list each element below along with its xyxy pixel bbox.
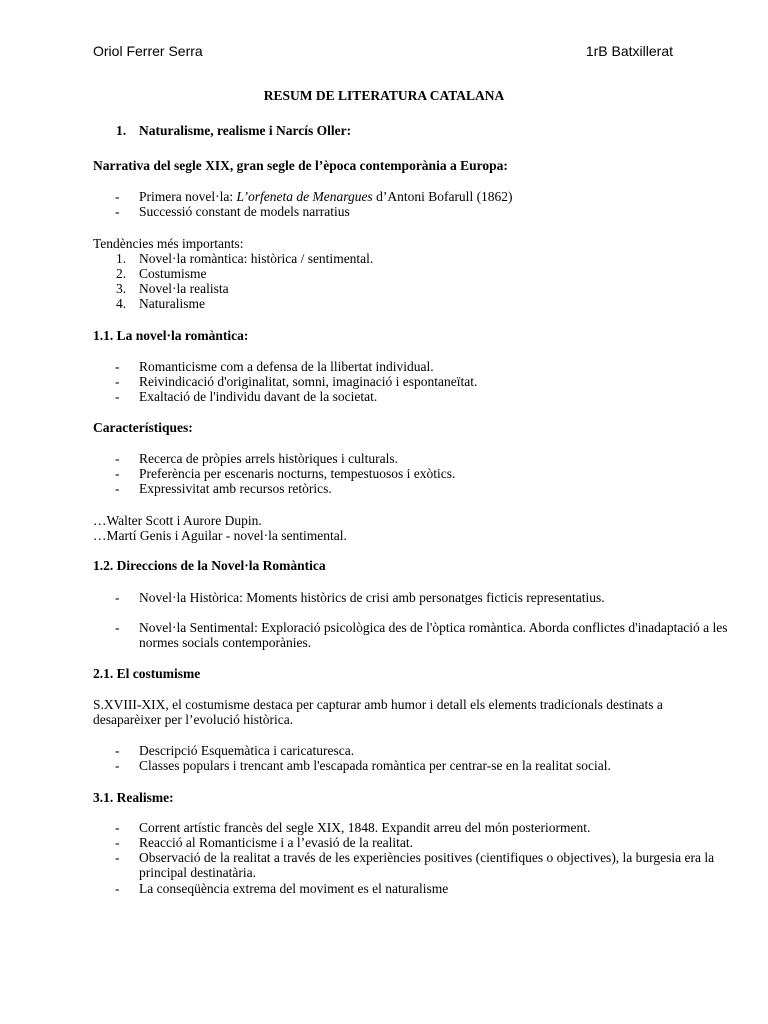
bullet-text: Reacció al Romanticisme i a l’evasió de la realitat.	[139, 835, 414, 850]
bullet-text: Classes populars i trencant amb l'escapada romàntica per centrar-se en la realitat social.	[139, 758, 611, 773]
header-author: Oriol Ferrer Serra	[93, 43, 203, 59]
list-number: 3.	[116, 281, 127, 296]
book-title: L’orfeneta de Menargues	[236, 189, 373, 204]
section-1-1-heading: 1.1. La novel·la romàntica:	[93, 328, 249, 343]
bullet-text: La conseqüència extrema del moviment es el naturalisme	[139, 881, 449, 896]
list-item	[93, 743, 729, 758]
bullet-text-pre: Primera novel·la:	[139, 189, 237, 204]
list-item	[93, 820, 729, 835]
bullet-dash: -	[115, 620, 120, 635]
bullet-text: Expressivitat amb recursos retòrics.	[139, 481, 332, 496]
section-1-title: Naturalisme, realisme i Narcís Oller:	[139, 123, 352, 138]
list-item	[93, 620, 729, 650]
costumisme-paragraph: S.XVIII-XIX, el costumisme destaca per capturar amb humor i detall els elements tradicionals destinats a desaparèixer per l’evolució històrica.	[93, 697, 663, 727]
list-item	[93, 266, 729, 281]
list-item	[93, 374, 729, 389]
list-item	[93, 204, 729, 219]
list-text: Novel·la romàntica: històrica / sentimental.	[139, 251, 374, 266]
bullet-dash: -	[115, 590, 120, 605]
bullet-text-post: d’Antoni Bofarull (1862)	[372, 189, 513, 204]
list-item	[93, 251, 729, 266]
document-title: RESUM DE LITERATURA CATALANA	[263, 88, 505, 103]
list-item	[93, 359, 729, 374]
list-number: 4.	[116, 296, 127, 311]
list-item	[93, 451, 729, 466]
bullet-text: Corrent artístic francès del segle XIX, 1848. Expandit arreu del món posteriorment.	[139, 820, 591, 835]
list-item	[93, 881, 729, 896]
list-item	[93, 189, 729, 204]
bullet-dash: -	[115, 881, 120, 896]
bullet-text: Reivindicació d'originalitat, somni, imaginació i espontaneïtat.	[139, 374, 478, 389]
list-item	[93, 389, 729, 404]
section-1-number: 1.	[116, 123, 127, 138]
bullet-dash: -	[115, 466, 120, 481]
list-text: Naturalisme	[139, 296, 205, 311]
bullet-dash: -	[115, 835, 120, 850]
list-item	[93, 835, 729, 850]
note-line: …Walter Scott i Aurore Dupin.	[93, 513, 262, 528]
bullet-text: Observació de la realitat a través de les experiències positives (cientifiques o objectives), la burgesia era la principal destinatària.	[139, 850, 715, 880]
list-item	[93, 466, 729, 481]
bullet-text: Novel·la Històrica: Moments històrics de crisi amb personatges ficticis representatius.	[139, 590, 605, 605]
list-item	[93, 850, 729, 880]
bullet-text: Novel·la Sentimental: Exploració psicològica des de l'òptica romàntica. Aborda conflictes d'inadaptació a les normes socials contemporànies.	[139, 620, 728, 650]
list-item	[93, 481, 729, 496]
header-course: 1rB Batxillerat	[585, 43, 673, 59]
bullet-dash: -	[115, 451, 120, 466]
section-1-2-heading: 1.2. Direccions de la Novel·la Romàntica	[93, 558, 326, 573]
list-text: Novel·la realista	[139, 281, 229, 296]
bullet-dash: -	[115, 359, 120, 374]
bullet-dash: -	[115, 481, 120, 496]
bullet-dash: -	[115, 204, 120, 219]
section-2-1-heading: 2.1. El costumisme	[93, 666, 201, 681]
list-number: 1.	[116, 251, 127, 266]
bullet-text: Successió constant de models narratius	[139, 204, 350, 219]
bullet-dash: -	[115, 820, 120, 835]
list-item	[93, 281, 729, 296]
bullet-dash: -	[115, 374, 120, 389]
bullet-text: Descripció Esquemàtica i caricaturesca.	[139, 743, 355, 758]
list-item	[93, 296, 729, 311]
bullet-text: Exaltació de l'individu davant de la societat.	[139, 389, 378, 404]
bullet-text: Romanticisme com a defensa de la llibertat individual.	[139, 359, 434, 374]
caracteristiques-heading: Característiques:	[93, 420, 193, 435]
bullet-dash: -	[115, 389, 120, 404]
section-3-1-heading: 3.1. Realisme:	[93, 790, 174, 805]
list-number: 2.	[116, 266, 127, 281]
list-item	[93, 590, 729, 605]
section-1-heading	[93, 123, 729, 138]
bullet-dash: -	[115, 189, 120, 204]
list-text: Costumisme	[139, 266, 207, 281]
note-line: …Martí Genis i Aguilar - novel·la sentimental.	[93, 528, 347, 543]
narrativa-heading: Narrativa del segle XIX, gran segle de l’època contemporània a Europa:	[93, 158, 508, 173]
list-item	[93, 758, 729, 773]
bullet-dash: -	[115, 850, 120, 865]
bullet-dash: -	[115, 758, 120, 773]
bullet-text: Preferència per escenaris nocturns, tempestuosos i exòtics.	[139, 466, 456, 481]
tendencies-intro: Tendències més importants:	[93, 236, 244, 251]
bullet-dash: -	[115, 743, 120, 758]
bullet-text: Recerca de pròpies arrels històriques i culturals.	[139, 451, 399, 466]
